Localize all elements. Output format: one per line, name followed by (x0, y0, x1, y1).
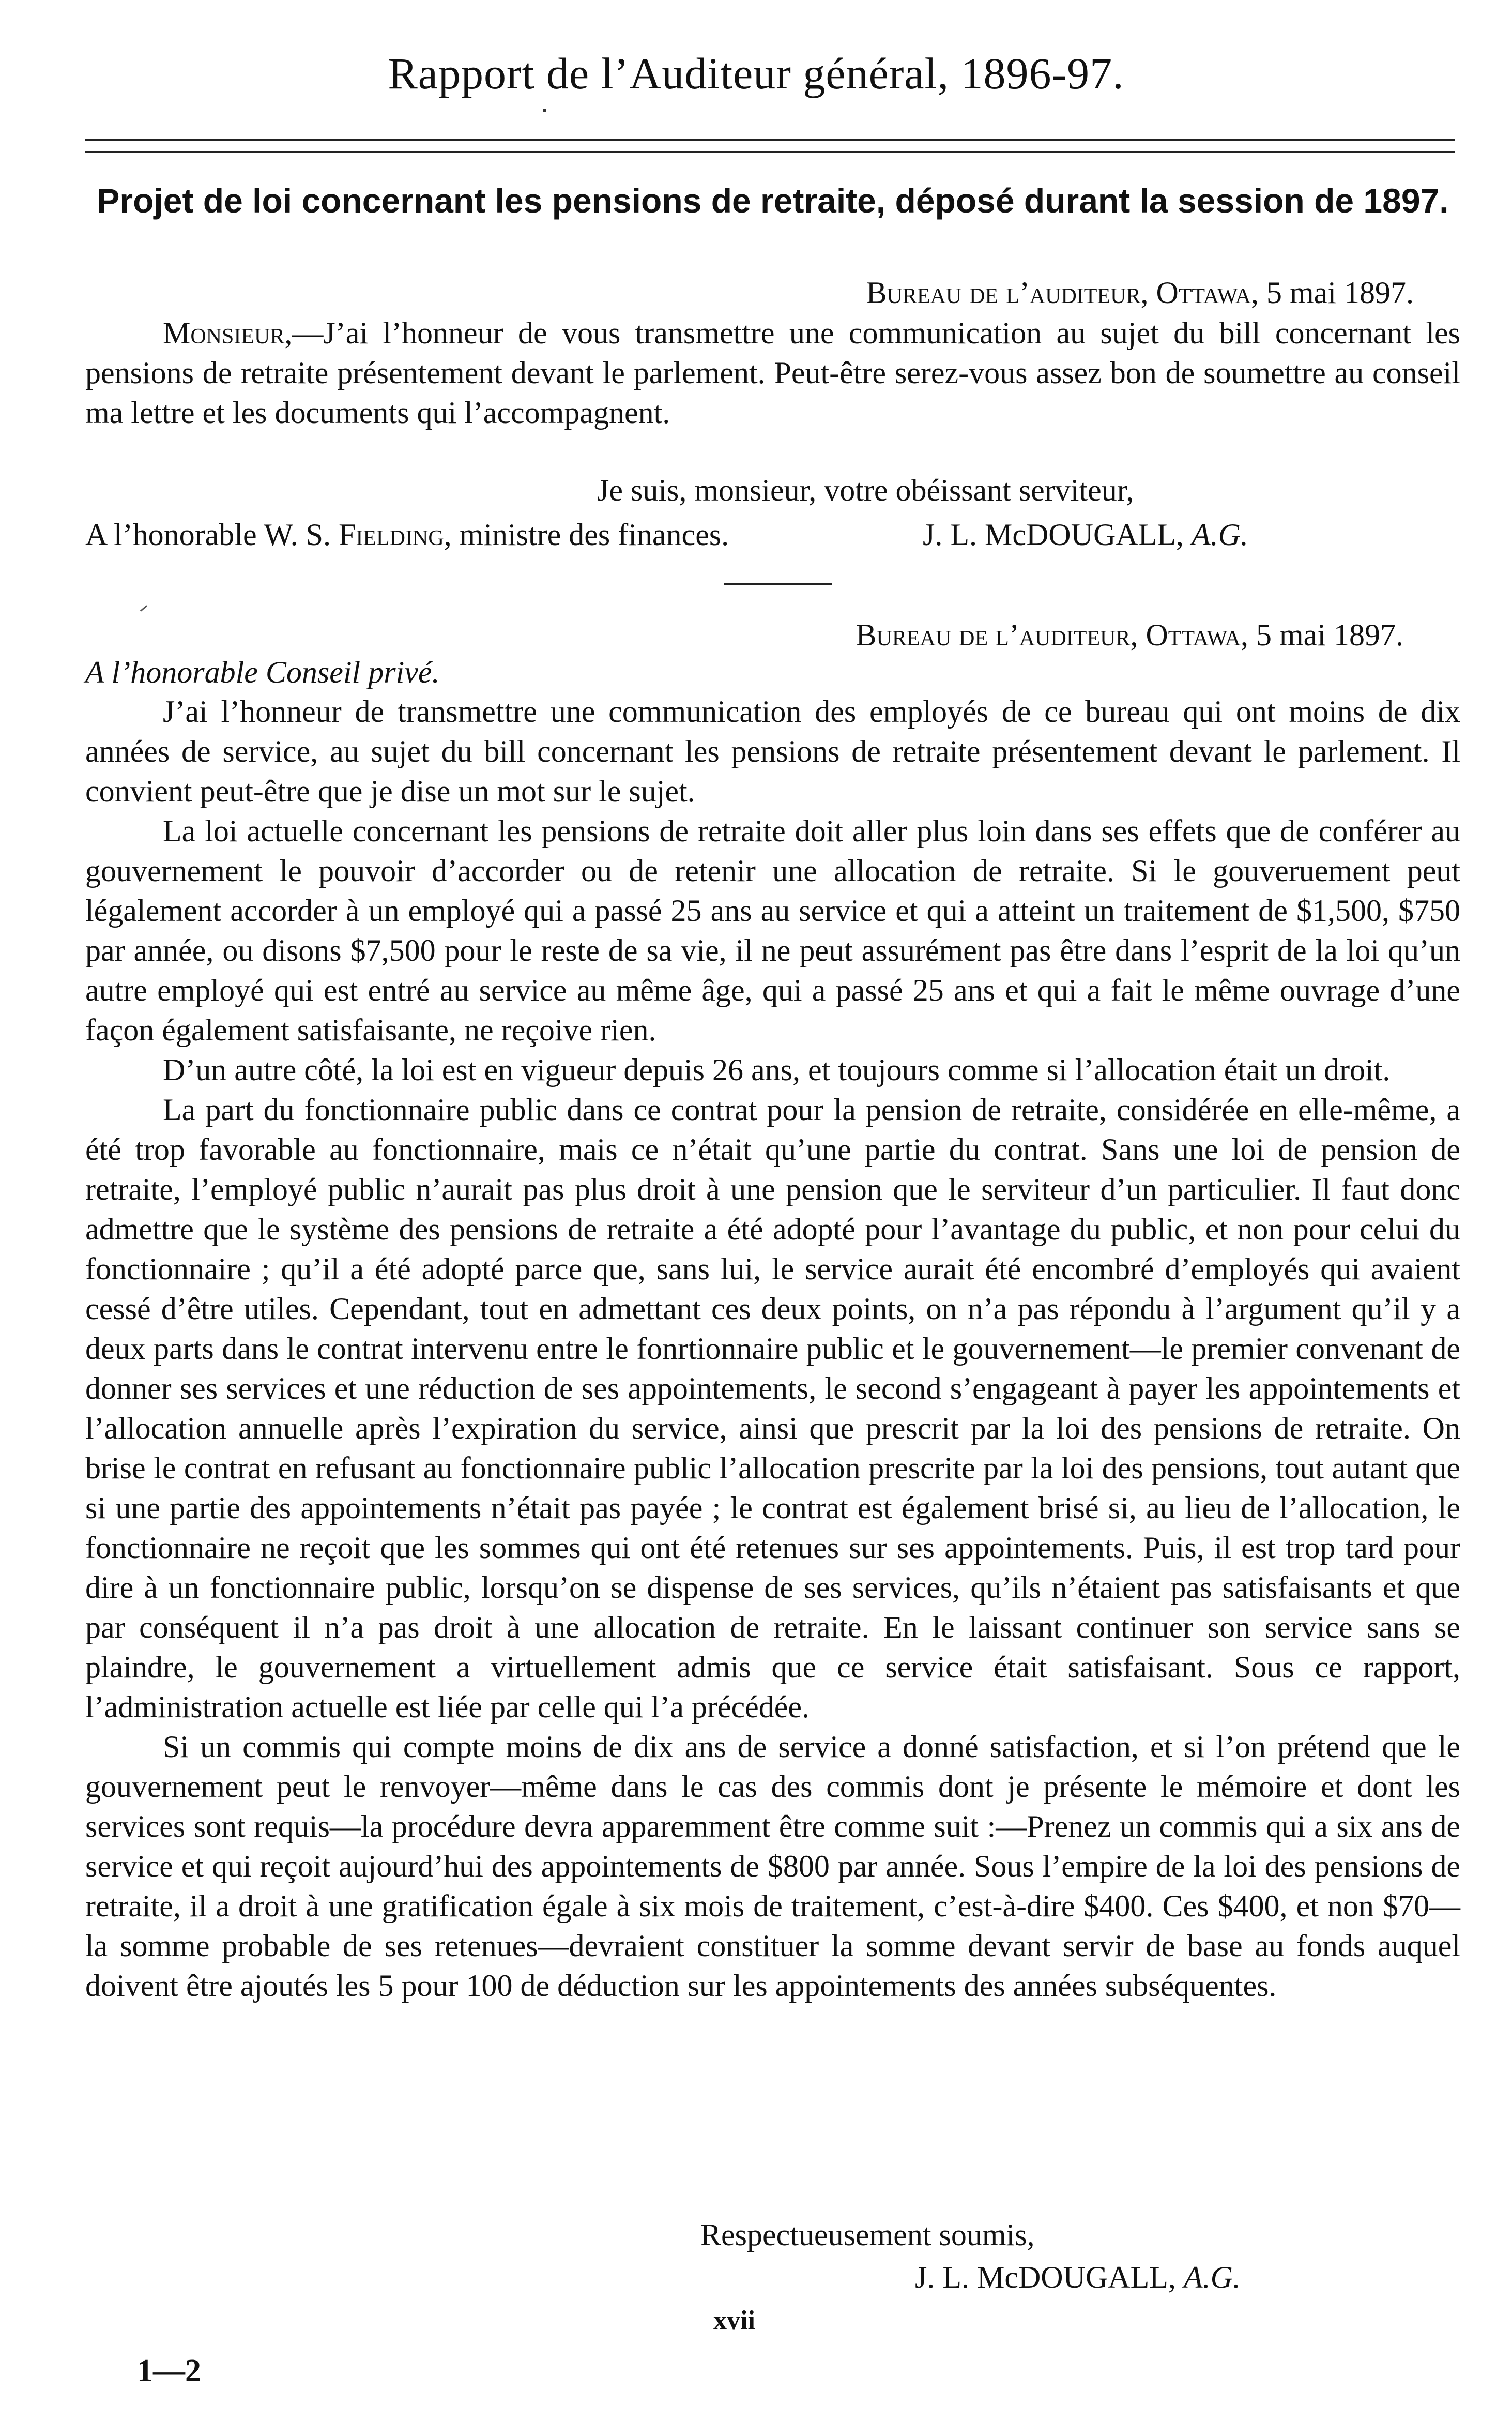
letter1-addressee-line (85, 517, 1460, 553)
letter1-addressee-name: Fielding, (339, 518, 452, 552)
letter2-paragraph: J’ai l’honneur de transmettre une communication des employés de ce bureau qui ont moins de dix années de service, au sujet du bill concernant les pensions de retraite présentement devant le parlement. Il convient peut-être que je dise un mot sur le sujet. (85, 694, 1460, 808)
letter2-paragraph: D’un autre côté, la loi est en vigueur depuis 26 ans, et toujours comme si l’allocation était un droit. (163, 1053, 1391, 1087)
letter1-salutation: Monsieur, (163, 316, 293, 350)
running-head: Rapport de l’Auditeur général, 1896-97. (388, 49, 1124, 98)
letter-separator (724, 583, 832, 585)
document-title: Projet de loi concernant les pensions de retraite, déposé durant la session de 1897. (97, 182, 1449, 220)
letter1-body-text: —J’ai l’honneur de vous transmettre une communication au sujet du bill concernant les pensions de retraite présentement devant le parlement. Peut-être serez-vous assez bon de soumettre au conseil ma lettre et les documents qui l’accompagnent. (85, 316, 1460, 430)
letter2-body (85, 692, 1460, 2006)
letter2-paragraph: La part du fonctionnaire public dans ce contrat pour la pension de retraite, considérée en elle-même, a été trop favorable au fonctionnaire, mais ce n’était qu’une partie du contrat. Sans une loi de pension de retraite, l’employé public n’aurait pas plus droit à une pension que le serviteur d’un particulier. Il faut donc admettre que le système des pensions de retraite a été adopté pour l’avantage du public, et non pour celui du fonctionnaire ; qu’il a été adopté parce que, sans lui, le service aurait été encombré d’employés qui avaient cessé d’être utiles. Cependant, tout en admettant ces deux points, on n’a pas répondu à l’argument qu’il y a deux parts dans le contrat intervenu entre le fonrtionnaire public et le gouvernement—le premier convenant de donner ses services et une réduction de ses appointements, le second s’engageant à payer les appointements et l’allocation annuelle après l’expiration du service, ainsi que prescrit par la loi des pensions de retraite. On brise le contrat en refusant au fonctionnaire public l’allocation prescrite par la loi des pensions, tout autant que si une partie des appointements n’était pas payée ; le contrat est également brisé si, au lieu de l’allocation, le fonctionnaire ne reçoit que les sommes qui ont été retenues sur ses appointements. Puis, il est trop tard pour dire à un fonctionnaire public, lorsqu’on se dispense de ses services, qu’ils n’étaient pas satisfaisants et que par conséquent il n’a pas droit à une allocation de retraite. En le laissant continuer son service sans se plaindre, le gouvernement a virtuellement admis que ce service était satisfaisant. Sous ce rapport, l’administration actuelle est liée par celle qui l’a précédée. (85, 1093, 1460, 1724)
letter1-body (85, 313, 1460, 433)
letter2-dateline-office: Bureau de l’auditeur, Ottawa, (856, 618, 1249, 652)
letter1-dateline-office: Bureau de l’auditeur, Ottawa, (866, 276, 1259, 310)
letter2-signature: J. L. McDOUGALL, A.G. (915, 2260, 1241, 2294)
letter2-dateline-date: 5 mai 1897. (1248, 618, 1403, 652)
letter1-addressee-prefix: A l’honorable W. S. (85, 518, 339, 552)
print-mark (140, 605, 147, 612)
header-rule-bottom (85, 151, 1455, 153)
print-speck (543, 109, 546, 112)
header-rule-top (85, 139, 1455, 141)
letter1-closing: Je suis, monsieur, votre obéissant serviteur, (597, 473, 1134, 507)
letter2-closing: Respectueusement soumis, (700, 2218, 1035, 2252)
letter1-dateline-date: 5 mai 1897. (1259, 276, 1414, 310)
letter1-signature: J. L. McDOUGALL, A.G. (923, 518, 1248, 552)
letter1-addressee-suffix: ministre des finances. (451, 518, 729, 552)
letter2-dateline (85, 615, 1460, 655)
letter2-paragraph: Si un commis qui compte moins de dix ans de service a donné satisfaction, et si l’on prétend que le gouvernement peut le renvoyer—même dans le cas des commis dont je présente le mémoire et dont les services sont requis—la procédure devra apparemment être comme suit :—Prenez un commis qui a six ans de service et qui reçoit aujourd’hui des appointements de $800 par année. Sous l’empire de la loi des pensions de retraite, il a droit à une gratification égale à six mois de traitement, c’est-à-dire $400. Ces $400, et non $70—la somme probable de ses retenues—devraient constituer la somme devant servir de base au fonds auquel doivent être ajoutés les 5 pour 100 de déduction sur les appointements des années subséquentes. (85, 1730, 1460, 2003)
letter2-addressee: A l’honorable Conseil privé. (85, 655, 440, 689)
letter2-paragraph: La loi actuelle concernant les pensions de retraite doit aller plus loin dans ses effets que de conférer au gouvernement le pouvoir d’accorder ou de retenir une allocation de retraite. Si le gouveruement peut légalement accorder à un employé qui a passé 25 ans au service et qui a atteint un traitement de $1,500, $750 par année, ou disons $7,500 pour le reste de sa vie, il ne peut assurément pas être dans l’esprit de la loi qu’un autre employé qui est entré au service au même âge, qui a passé 25 ans et qui a fait le même ouvrage d’une façon également satisfaisante, ne reçoive rien. (85, 814, 1460, 1047)
page-number: xvii (713, 2306, 755, 2335)
letter1-dateline (85, 273, 1460, 313)
signature-mark: 1—2 (137, 2353, 201, 2388)
